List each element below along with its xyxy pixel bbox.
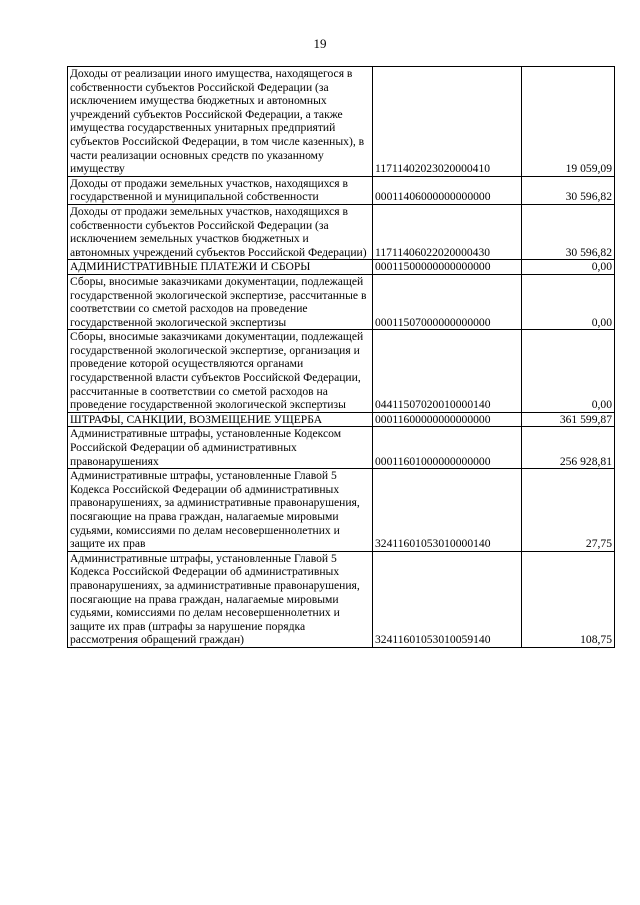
row-description: Административные штрафы, установленные Кодексом Российской Федерации об административных правонарушениях [68, 427, 373, 469]
row-description: Доходы от продажи земельных участков, находящихся в государственной и муниципальной собственности [68, 176, 373, 204]
row-amount: 0,00 [522, 260, 615, 275]
revenue-table [67, 66, 615, 648]
section-title: ШТРАФЫ, САНКЦИИ, ВОЗМЕЩЕНИЕ УЩЕРБА [68, 412, 373, 427]
table-row [68, 204, 615, 259]
table-row [68, 551, 615, 647]
table-row [68, 67, 615, 177]
row-code: 11711402023020000410 [373, 67, 522, 177]
row-description: Доходы от продажи земельных участков, находящихся в собственности субъектов Российской Федерации (за исключением земельных участков бюджетных и автономных учреждений субъектов Российской Федерации) [68, 204, 373, 259]
row-description: Административные штрафы, установленные Главой 5 Кодекса Российской Федерации об административных правонарушениях, за административные правонарушения, посягающие на права граждан, налагаемые мировыми судьями, комиссиями по делам несовершеннолетних и защите их прав (штрафы за нарушение порядка рассмотрения обращений граждан) [68, 551, 373, 647]
section-row [68, 412, 615, 427]
row-amount: 30 596,82 [522, 204, 615, 259]
row-code: 00011601000000000000 [373, 427, 522, 469]
row-amount: 19 059,09 [522, 67, 615, 177]
row-code: 00011406000000000000 [373, 176, 522, 204]
row-description: Сборы, вносимые заказчиками документации, подлежащей государственной экологической экспертизе, рассчитанные в соответствии со сметой расходов на проведение государственной экологической экспертизы [68, 274, 373, 329]
row-amount: 361 599,87 [522, 412, 615, 427]
row-code: 04411507020010000140 [373, 330, 522, 413]
row-amount: 0,00 [522, 330, 615, 413]
row-description: Административные штрафы, установленные Главой 5 Кодекса Российской Федерации об административных правонарушениях, за административные правонарушения, посягающие на права граждан, налагаемые мировыми судьями, комиссиями по делам несовершеннолетних и защите их прав [68, 469, 373, 552]
section-row [68, 260, 615, 275]
page-number: 19 [313, 36, 327, 51]
row-amount: 27,75 [522, 469, 615, 552]
table-row [68, 469, 615, 552]
row-amount: 30 596,82 [522, 176, 615, 204]
row-code: 32411601053010059140 [373, 551, 522, 647]
row-amount: 108,75 [522, 551, 615, 647]
table-row [68, 176, 615, 204]
row-description: Сборы, вносимые заказчиками документации, подлежащей государственной экологической экспертизе, организация и проведение которой осуществляются органами государственной власти субъектов Российской Федерации, рассчитанные в соответствии со сметой расходов на проведение государственной экологической экспертизы [68, 330, 373, 413]
row-code: 11711406022020000430 [373, 204, 522, 259]
row-description: Доходы от реализации иного имущества, находящегося в собственности субъектов Российской Федерации (за исключением имущества бюджетных и автономных учреждений субъектов Российской Федерации, а также имущества государственных унитарных предприятий субъектов Российской Федерации, в том числе казенных), в части реализации основных средств по указанному имуществу [68, 67, 373, 177]
table-row [68, 330, 615, 413]
row-code: 00011500000000000000 [373, 260, 522, 275]
row-amount: 0,00 [522, 274, 615, 329]
row-amount: 256 928,81 [522, 427, 615, 469]
row-code: 00011600000000000000 [373, 412, 522, 427]
row-code: 00011507000000000000 [373, 274, 522, 329]
row-code: 32411601053010000140 [373, 469, 522, 552]
table-row [68, 427, 615, 469]
table-row [68, 274, 615, 329]
section-title: АДМИНИСТРАТИВНЫЕ ПЛАТЕЖИ И СБОРЫ [68, 260, 373, 275]
